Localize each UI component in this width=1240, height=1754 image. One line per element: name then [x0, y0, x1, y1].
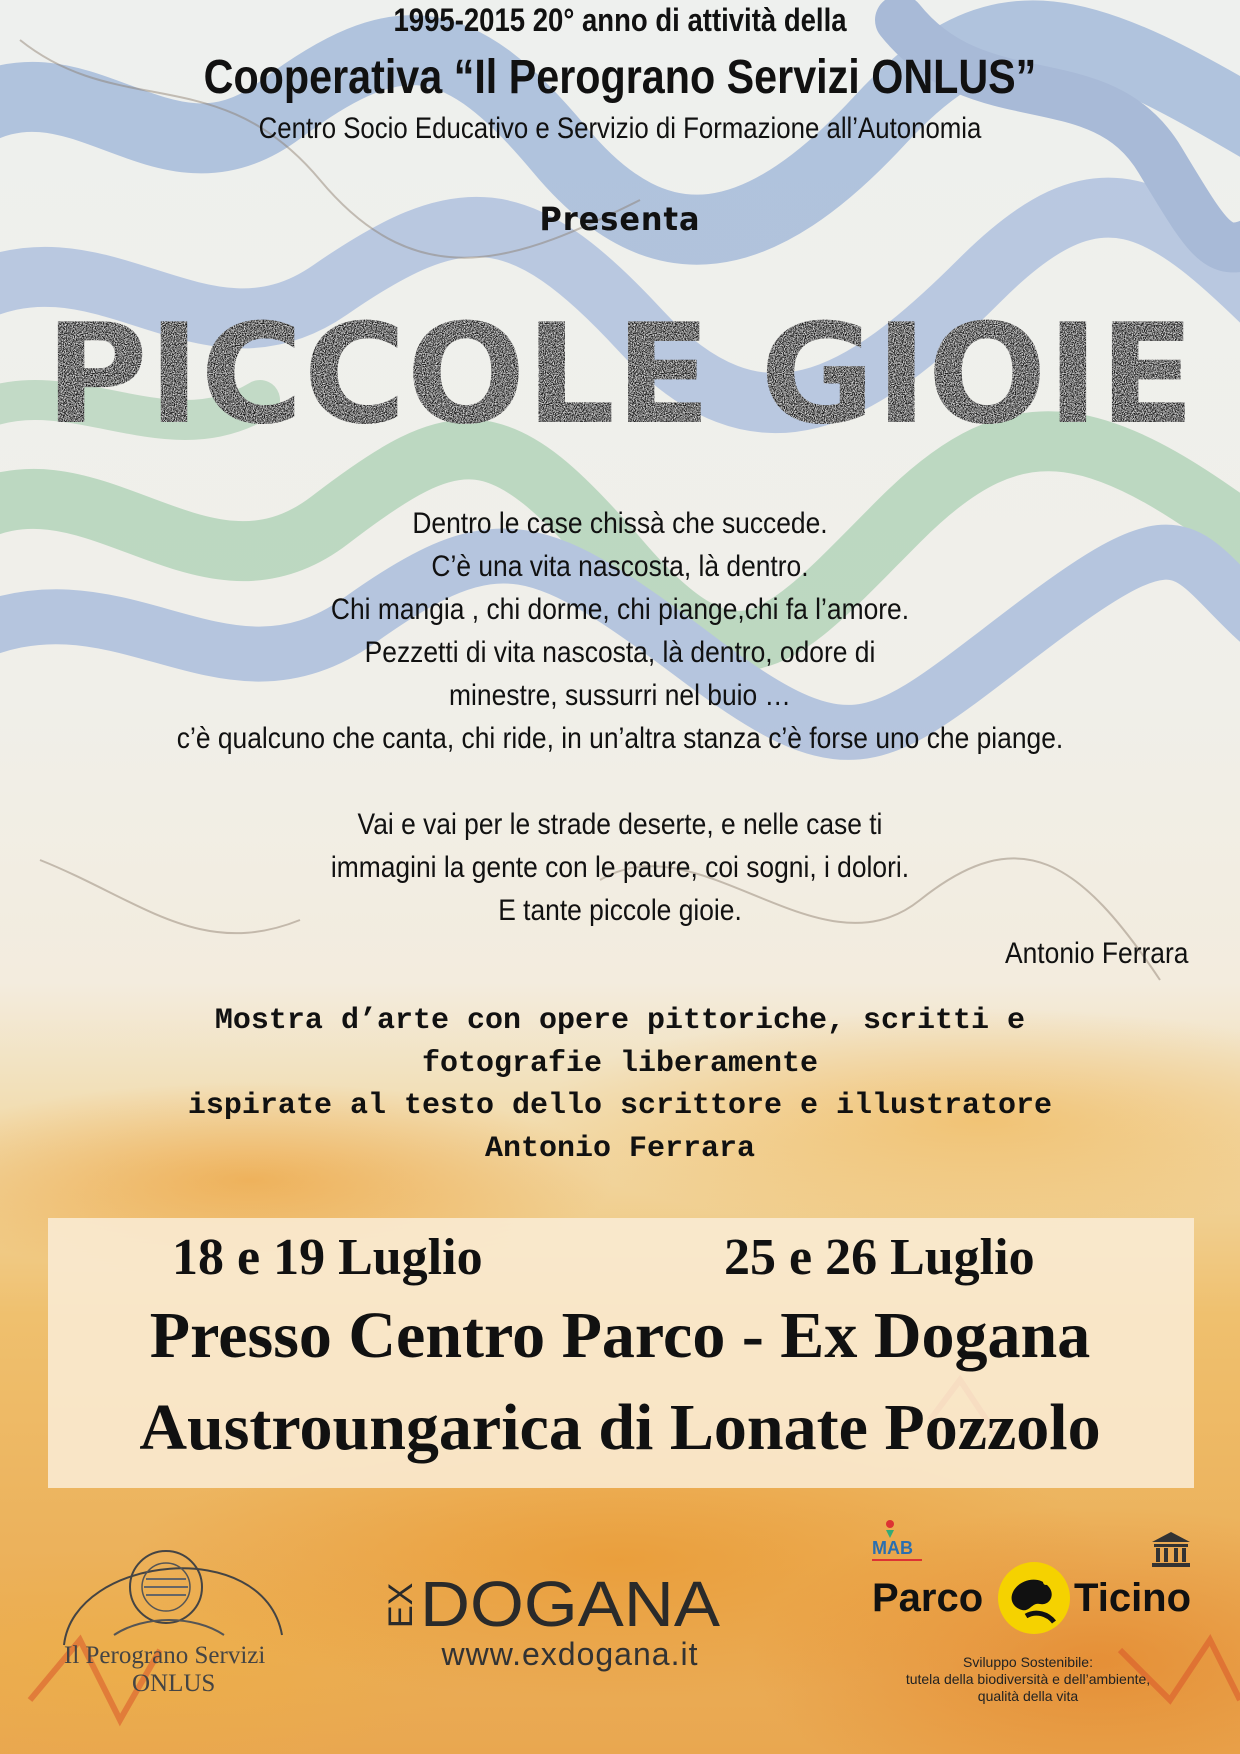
poem-line: Pezzetti di vita nascosta, là dentro, odore di — [364, 636, 876, 669]
poem-line: immagini la gente con le paure, coi sogni, i dolori. — [330, 851, 910, 884]
exdogana-logo — [380, 1546, 740, 1646]
poem-line: c’è qualcuno che canta, chi ride, in un’altra stanza c’è forse uno che piange. — [176, 722, 1064, 755]
exdogana-ex-text: EX — [382, 1582, 420, 1628]
exhibition-description — [0, 1000, 1240, 1170]
main-title — [0, 300, 1240, 450]
poem-line: Vai e vai per le strade deserte, e nelle case ti — [357, 808, 883, 841]
mab-text: MAB — [872, 1538, 913, 1558]
date-second-weekend: 25 e 26 Luglio — [724, 1229, 1035, 1286]
exdogana-word-text: DOGANA — [420, 1568, 721, 1640]
ticino-word: Ticino — [1074, 1576, 1192, 1620]
poem-line: Dentro le case chissà che succede. — [412, 507, 828, 540]
date-first-weekend: 18 e 19 Luglio — [172, 1229, 483, 1286]
poem-line: Chi mangia , chi dorme, chi piange,chi fa l’amore. — [330, 593, 910, 626]
exhibition-line: Antonio Ferrara — [484, 1131, 756, 1166]
cooperative-name: Cooperativa “Il Perograno Servizi ONLUS” — [203, 51, 1037, 104]
mab-logo — [868, 1518, 928, 1566]
presenta-label: Presenta — [539, 200, 701, 238]
location-line-2: Austroungarica di Lonate Pozzolo — [139, 1391, 1101, 1464]
exhibition-line: Mostra d’arte con opere pittoriche, scritti e — [214, 1004, 1026, 1038]
poem-author: Antonio Ferrara — [1004, 937, 1188, 970]
sviluppo-sostenibile-text — [870, 1654, 1186, 1705]
poem — [74, 502, 1165, 932]
sviluppo-line: qualità della vita — [977, 1688, 1079, 1704]
anniversary-line: 1995-2015 20° anno di attività della — [393, 2, 847, 38]
parco-word: Parco — [872, 1576, 984, 1620]
parco-ticino-emblem — [996, 1560, 1072, 1636]
centro-line: Centro Socio Educativo e Servizio di Formazione all’Autonomia — [258, 112, 982, 145]
exdogana-url: www.exdogana.it — [441, 1636, 699, 1672]
poem-line: E tante piccole gioie. — [498, 894, 742, 927]
perograno-onlus: ONLUS — [132, 1670, 216, 1697]
exhibition-line: fotografie liberamente — [421, 1046, 819, 1081]
poem-line: minestre, sussurri nel buio … — [449, 679, 791, 712]
poem-line — [74, 760, 1165, 803]
title-text: PICCOLE GIOIE — [45, 300, 1195, 450]
sviluppo-line: tutela della biodiversità e dell’ambiente, — [905, 1671, 1151, 1687]
perograno-name: Il Perograno Servizi — [64, 1642, 266, 1669]
exhibition-line: ispirate al testo dello scrittore e illustratore — [187, 1089, 1053, 1123]
location-line-1: Presso Centro Parco - Ex Dogana — [149, 1299, 1091, 1372]
sviluppo-line: Sviluppo Sostenibile: — [963, 1654, 1093, 1670]
unesco-temple-icon — [1148, 1530, 1194, 1570]
poem-line: C’è una vita nascosta, là dentro. — [431, 550, 809, 583]
